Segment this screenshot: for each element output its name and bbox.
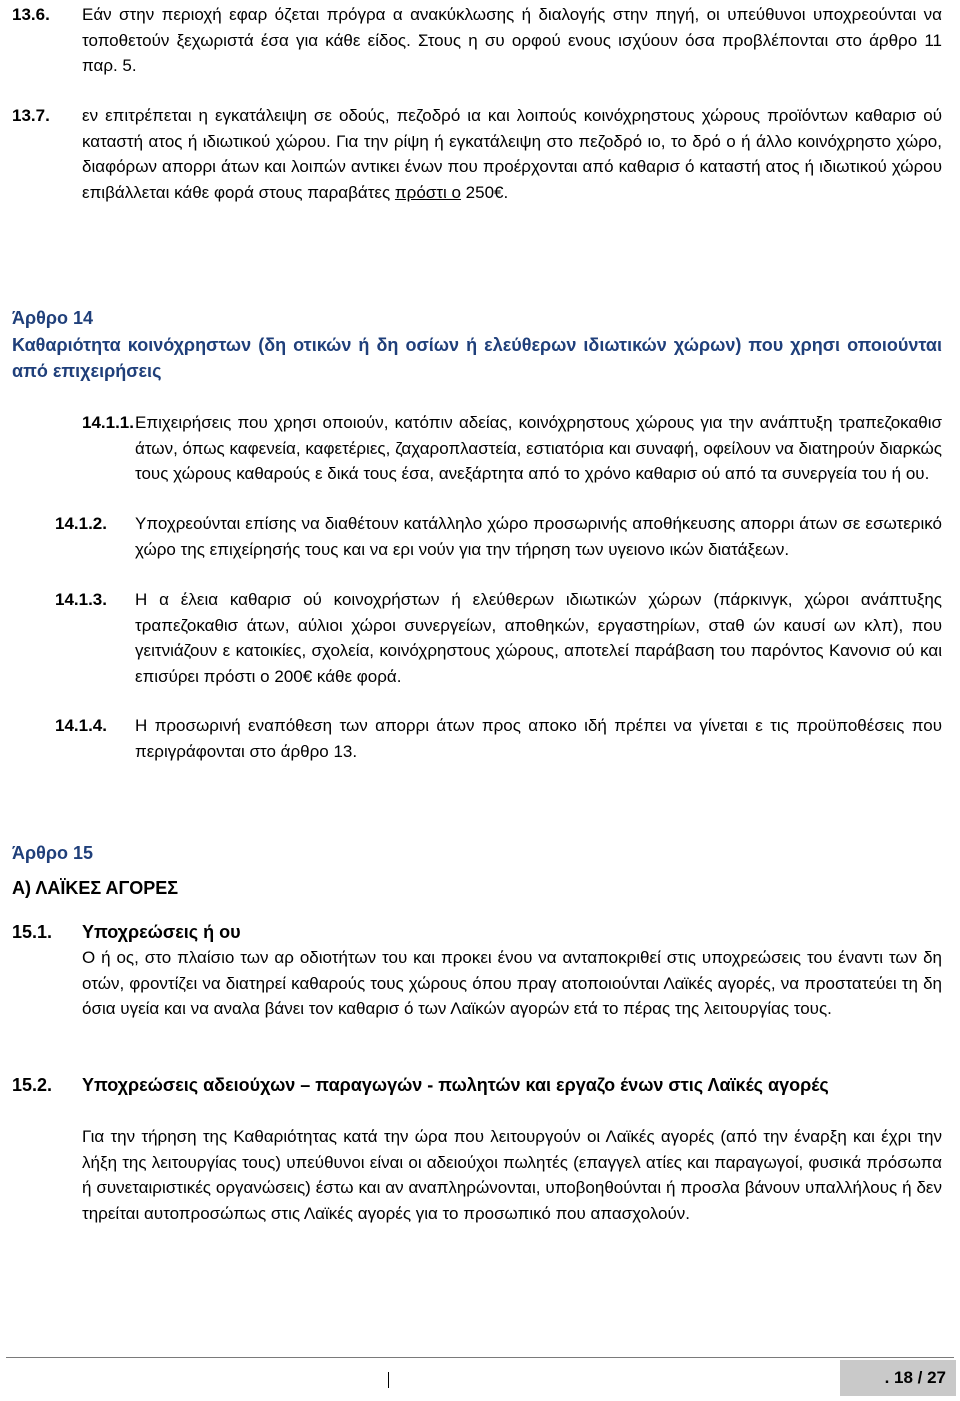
section-15-2-heading: Υποχρεώσεις αδειούχων – παραγωγών - πωλητών και εργαζο ένων στις Λαϊκές αγορές (82, 1075, 829, 1095)
page-number-box (840, 1360, 956, 1396)
section-13-6-text: Εάν στην περιοχή εφαρ όζεται πρόγρα α ανακύκλωσης ή διαλογής στην πηγή, οι υπεύθυνοι υποχρεούνται να τοποθετούν ξεχωριστά έσα για κάθε είδος. Στους η συ ορφού ενους ισχύουν όσα προβλέπονται στο άρθρο 11 παρ. 5. (82, 5, 942, 75)
item-number-14-1-3: 14.1.3. (55, 590, 107, 609)
page-number: . 18 / 27 (884, 1368, 946, 1387)
item-14-1-1-text: Επιχειρήσεις που χρησι οποιούν, κατόπιν αδείας, κοινόχρηστους χώρους για την ανάπτυξη τραπεζοκαθισ άτων, όπως καφενεία, καφετέριες, ζαχαροπλαστεία, εστιατόρια και συναφή, οφείλουν να διατηρούν διαρκώς τους χώρους καθαρούς ε δικά τους έσα, ανεξάρτητα από το χρόνο καθαρισ ού από τα συνεργεία του ή ου. (135, 413, 942, 483)
section-13-7-main: εν επιτρέπεται η εγκατάλειψη σε οδούς, πεζοδρό ια και λοιπούς κοινόχρηστους χώρους προϊόντων καθαρισ ού καταστή ατος ή ιδιωτικού χώρου. Για την ρίψη ή εγκατάλειψη στο πεζοδρό ιο, το δρό ο ή άλλο κοινόχρηστο χώρο, διαφόρων απορρι άτων και λοιπών αντικει ένων που προέρχονται από καθαρισ ό καταστή ατος ή ιδιωτικού χώρου επιβάλλεται κάθε φορά στους παραβάτες (82, 106, 942, 202)
item-number-14-1-1: 14.1.1. (82, 413, 134, 432)
section-13-7-end: 250€. (460, 182, 509, 202)
article-15-subtitle: Α) ΛΑΪΚΕΣ ΑΓΟΡΕΣ (12, 878, 179, 898)
item-number-14-1-4: 14.1.4. (55, 716, 107, 735)
section-15-2-text: Για την τήρηση της Καθαριότητας κατά την ώρα που λειτουργούν οι Λαϊκές αγορές (από την έναρξη και έχρι την λήξη της λειτουργίας τους) υπεύθυνοι είναι οι αδειούχοι πωλητές (επαγγελ ατίες και παραγωγοί, φυσικά πρόσωπα ή συνεταιριστικές οργανώσεις) έστω και αν αναπληρώνονται, υποβοηθούνται ή προσλα βάνουν υπαλλήλους ή δεν τηρείται αυτοπροσώπως στις Λαϊκές αγορές για το προσωπικό που απασχολούν. (82, 1127, 942, 1223)
section-13-7-text (82, 103, 942, 205)
item-14-1-3-text: Η α έλεια καθαρισ ού κοινοχρήστων ή ελεύθερων ιδιωτικών χώρων (πάρκινγκ, χώροι ανάπτυξης τραπεζοκαθισ άτων, αύλιοι χώροι συνεργείων, αποθηκών, εργαστηρίων, σταθ ών καυσί ων κλπ), που γειτνιάζουν ε κατοικίες, σχολεία, κοινόχρηστους χώρους, αποτελεί παράβαση του παρόντος Κανονισ ού και επισύρει πρόστι ο 200€ κάθε φορά. (135, 590, 942, 686)
item-number-14-1-2: 14.1.2. (55, 514, 107, 533)
section-number-15-2: 15.2. (12, 1075, 53, 1095)
section-number-15-1: 15.1. (12, 922, 53, 942)
section-number-13-6: 13.6. (12, 5, 50, 24)
fine-word: πρόστι ο (394, 182, 461, 202)
footer-separator (388, 1372, 389, 1388)
article-14-subtitle: Καθαριότητα κοινόχρηστων (δη οτικών ή δη οσίων ή ελεύθερων ιδιωτικών χώρων) που χρησι οποιούνται από επιχειρήσεις (12, 335, 942, 381)
item-14-1-2-text: Υποχρεούνται επίσης να διαθέτουν κατάλληλο χώρο προσωρινής αποθήκευσης απορρι άτων σε εσωτερικό χώρο της επιχείρησής τους και να ερι νούν για την τήρηση των υγειονο ικών διατάξεων. (135, 514, 942, 559)
article-14-title: Άρθρο 14 (12, 308, 94, 328)
section-15-1-text: Ο ή ος, στο πλαίσιο των αρ οδιοτήτων του και προκει ένου να ανταποκριθεί στις υποχρεώσεις του έναντι των δη οτών, φροντίζει να διατηρεί καθαρούς τους χώρους όπου πραγ ατοποιούνται Λαϊκές αγορές, να προστατεύει τη δη όσια υγεία και να αναλα βάνει τον καθαρισ ό των Λαϊκών αγορών ετά το πέρας της λειτουργίας τους. (82, 948, 942, 1018)
section-number-13-7: 13.7. (12, 106, 50, 125)
item-14-1-4-text: Η προσωρινή εναπόθεση των απορρι άτων προς αποκο ιδή πρέπει να γίνεται ε τις προϋποθέσεις που περιγράφονται στο άρθρο 13. (135, 716, 942, 761)
article-15-title: Άρθρο 15 (12, 843, 94, 863)
footer-rule (6, 1357, 954, 1358)
section-15-1-heading: Υποχρεώσεις ή ου (82, 922, 241, 942)
